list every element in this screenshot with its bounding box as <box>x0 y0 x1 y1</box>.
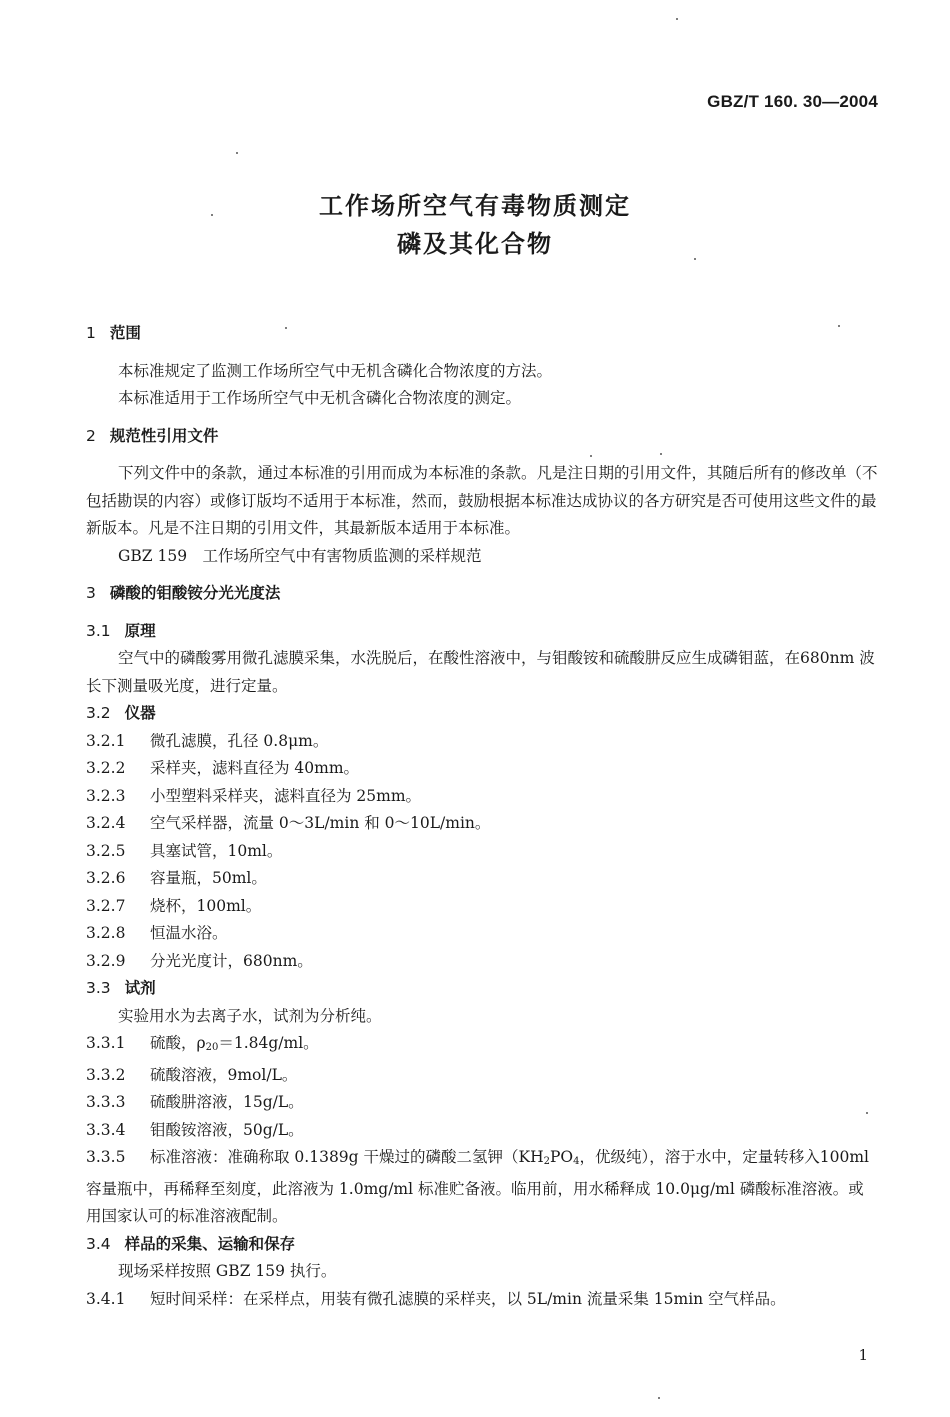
scan-speck <box>694 258 696 260</box>
section-number: 3.1 <box>86 621 111 640</box>
subscript: 4 <box>573 1156 580 1167</box>
scan-speck <box>211 214 213 216</box>
section-number: 3.3 <box>86 979 111 997</box>
section-number: 3.2 <box>86 704 111 722</box>
subsection-heading-3-1 <box>86 618 878 646</box>
standard-code: GBZ/T 160. 30—2004 <box>707 92 878 111</box>
item-text: 烧杯，100ml。 <box>150 896 262 915</box>
item-number: 3.2.4 <box>86 814 126 832</box>
list-item <box>86 838 878 866</box>
scan-speck <box>866 1112 868 1114</box>
item-text: 硫酸，ρ <box>150 1034 206 1052</box>
reference-item: GBZ 159 工作场所空气中有害物质监测的采样规范 <box>118 546 482 565</box>
item-text: 硫酸肼溶液，15g/L。 <box>150 1093 304 1111</box>
item-text: PO <box>549 1148 574 1166</box>
list-item <box>86 783 878 811</box>
section-heading-1 <box>86 320 878 348</box>
item-text: 采样夹，滤料直径为 40mm。 <box>150 759 360 777</box>
list-item <box>86 1286 878 1314</box>
list-item <box>86 893 878 921</box>
item-text: 容量瓶，50ml。 <box>150 869 267 887</box>
section-title: 磷酸的钼酸铵分光光度法 <box>109 584 281 602</box>
scan-speck <box>838 325 840 327</box>
section-title: 规范性引用文件 <box>109 426 219 445</box>
item-text: 短时间采样：在采样点，用装有微孔滤膜的采样夹，以 5L/min 流量采集 15min 空气样品。 <box>150 1289 786 1308</box>
paragraph: 下列文件中的条款，通过本标准的引用而成为本标准的条款。凡是注日期的引用文件，其随后所有的修改单（不包括勘误的内容）或修订版均不适用于本标准，然而，鼓励根据本标准达成协议的各方研究是否可使用这些文件的最新版本。凡是不注日期的引用文件，其最新版本适用于本标准。 <box>86 464 878 537</box>
item-text: 恒温水浴。 <box>150 924 228 942</box>
subsection-heading-3-4 <box>86 1231 878 1259</box>
item-number: 3.2.1 <box>86 731 126 750</box>
list-item <box>86 920 878 948</box>
section-heading-3 <box>86 580 878 608</box>
item-number: 3.2.5 <box>86 841 126 860</box>
item-number: 3.4.1 <box>86 1289 126 1308</box>
document-subtitle: 磷及其化合物 <box>397 230 553 258</box>
item-number: 3.2.3 <box>86 786 126 805</box>
subscript: 20 <box>205 1042 219 1053</box>
item-number: 3.2.8 <box>86 924 126 942</box>
paragraph: 本标准规定了监测工作场所空气中无机含磷化合物浓度的方法。 <box>118 361 553 380</box>
item-text: 微孔滤膜，孔径 0.8μm。 <box>150 731 329 750</box>
item-text: 硫酸溶液，9mol/L。 <box>150 1065 298 1084</box>
item-text: 小型塑料采样夹，滤料直径为 25mm。 <box>150 786 422 805</box>
item-text: ＝1.84g/ml。 <box>218 1034 319 1052</box>
section-number: 2 <box>86 426 96 445</box>
item-number: 3.2.2 <box>86 759 126 777</box>
item-text: 分光光度计，680nm。 <box>150 951 313 970</box>
list-item <box>86 755 878 783</box>
section-title: 原理 <box>124 621 156 640</box>
item-number: 3.2.9 <box>86 951 126 970</box>
item-number: 3.2.6 <box>86 869 126 887</box>
page-number: 1 <box>858 1346 868 1364</box>
subscript: 2 <box>543 1156 550 1167</box>
scan-speck <box>676 18 678 20</box>
item-number: 3.3.4 <box>86 1120 126 1139</box>
section-title: 范围 <box>109 324 141 342</box>
item-number: 3.2.7 <box>86 896 126 915</box>
list-item <box>86 865 878 893</box>
item-number: 3.3.1 <box>86 1034 126 1052</box>
list-item <box>86 1062 878 1090</box>
paragraph: 本标准适用于工作场所空气中无机含磷化合物浓度的测定。 <box>118 389 522 407</box>
scan-speck <box>590 455 592 457</box>
item-text: ，优级纯），溶于水中，定量转移入100ml 容量瓶中，再稀释至刻度，此溶液为 1.0mg/ml 标准贮备液。临用前，用水稀释成 10.0μg/ml 磷酸标准溶液。或用国家认可的标准溶液配制。 <box>86 1148 869 1225</box>
section-title: 样品的采集、运输和保存 <box>124 1234 296 1253</box>
item-number: 3.3.2 <box>86 1065 126 1084</box>
document-title: 工作场所空气有毒物质测定 <box>319 192 631 220</box>
section-title: 试剂 <box>124 979 156 997</box>
section-number: 3 <box>86 584 96 602</box>
list-item <box>86 728 878 756</box>
scan-speck <box>660 453 662 455</box>
list-item <box>86 948 878 976</box>
item-number: 3.3.5 <box>86 1148 126 1166</box>
section-number: 1 <box>86 324 96 342</box>
subsection-heading-3-3 <box>86 975 878 1003</box>
list-item <box>86 810 878 838</box>
item-text: 钼酸铵溶液，50g/L。 <box>150 1120 304 1139</box>
section-title: 仪器 <box>124 704 156 722</box>
item-text: 空气采样器，流量 0～3L/min 和 0～10L/min。 <box>150 814 491 832</box>
list-item <box>86 1144 878 1231</box>
list-item <box>86 1089 878 1117</box>
subsection-heading-3-2 <box>86 700 878 728</box>
scan-speck <box>285 327 287 329</box>
paragraph: 实验用水为去离子水，试剂为分析纯。 <box>118 1006 382 1025</box>
paragraph: 现场采样按照 GBZ 159 执行。 <box>118 1262 337 1280</box>
item-number: 3.3.3 <box>86 1093 126 1111</box>
list-item <box>86 1117 878 1145</box>
section-number: 3.4 <box>86 1234 111 1253</box>
section-heading-2 <box>86 423 878 451</box>
item-text: 标准溶液：准确称取 0.1389g 干燥过的磷酸二氢钾（KH <box>150 1148 544 1166</box>
paragraph: 空气中的磷酸雾用微孔滤膜采集，水洗脱后，在酸性溶液中，与钼酸铵和硫酸肼反应生成磷钼蓝，在680nm 波长下测量吸光度，进行定量。 <box>86 649 875 695</box>
item-text: 具塞试管，10ml。 <box>150 841 283 860</box>
scan-speck <box>658 1397 660 1399</box>
document-body <box>86 320 878 1313</box>
scan-speck <box>236 152 238 154</box>
list-item <box>86 1030 878 1062</box>
